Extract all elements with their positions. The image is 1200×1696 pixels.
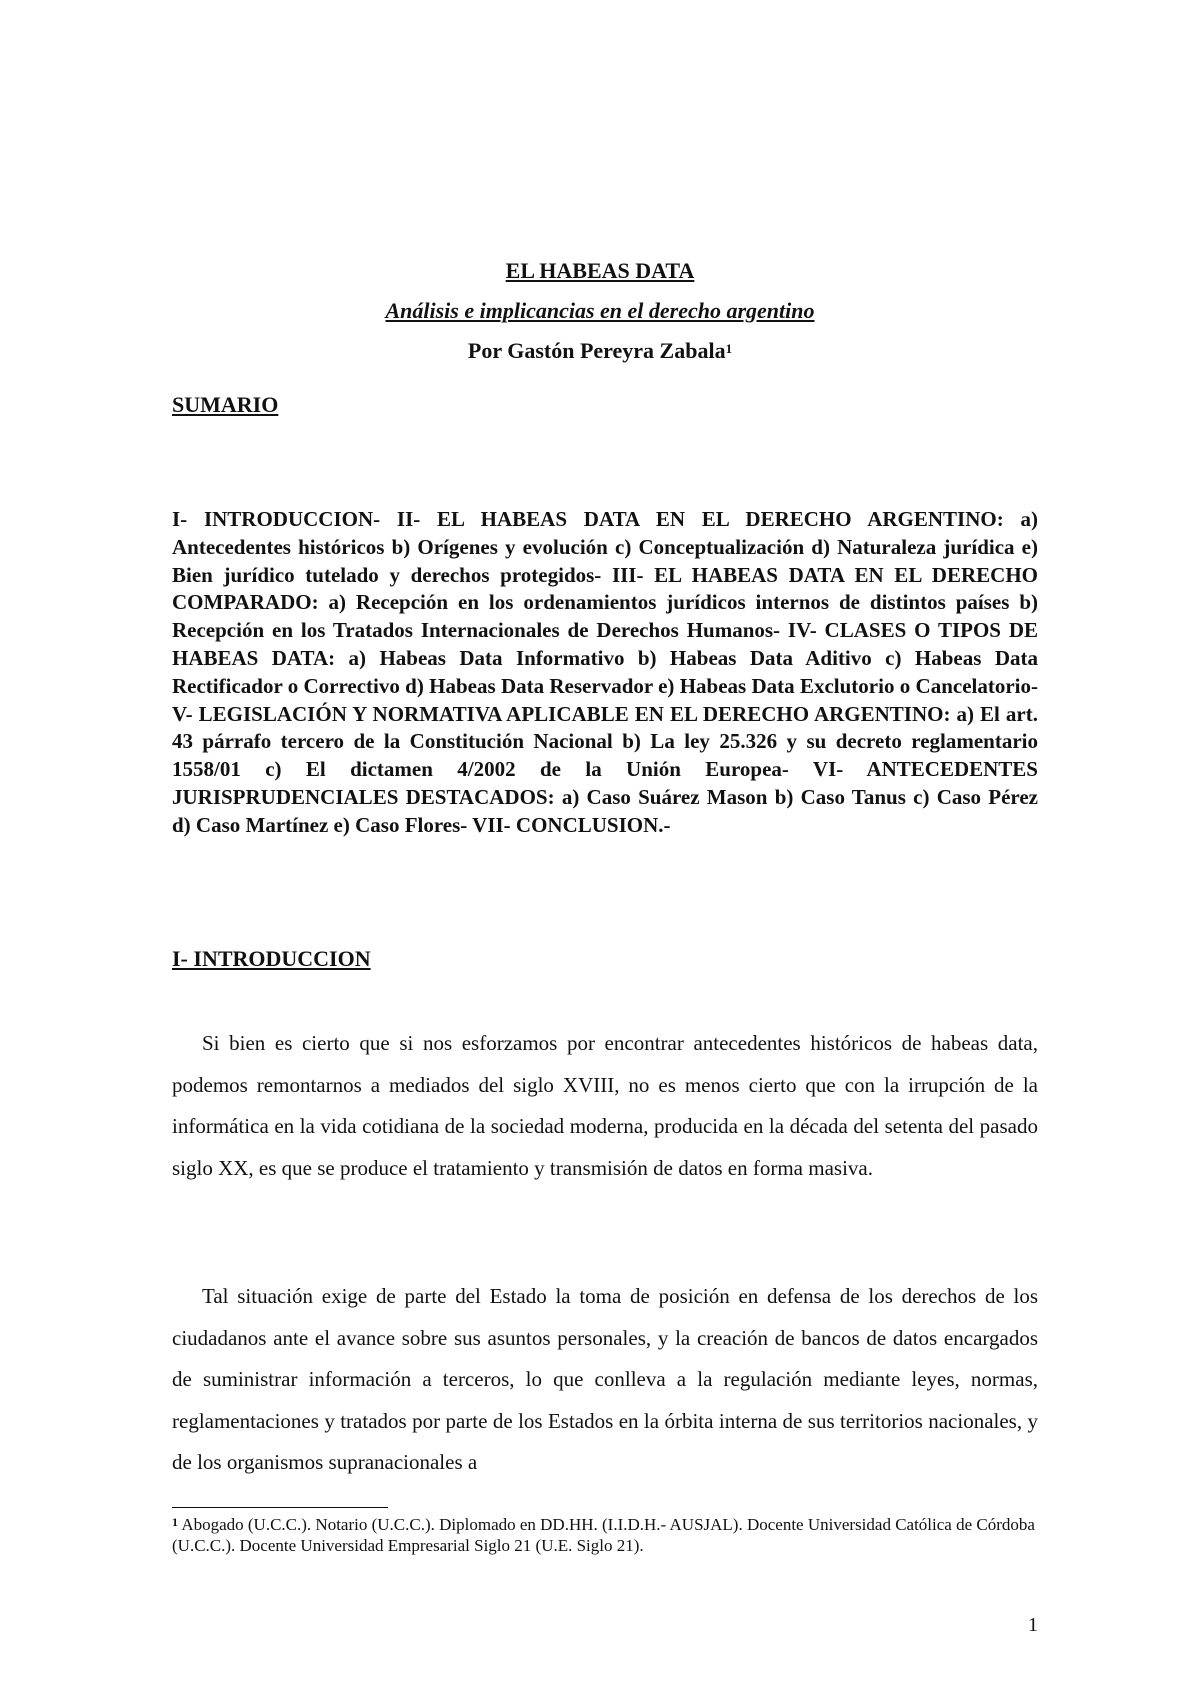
sumario-text: I- INTRODUCCION- II- EL HABEAS DATA EN EL DERECHO ARGENTINO: a) Antecedentes históricos b) Orígenes y evolución c) Conceptualización d) Naturaleza jurídica e) Bien jurídico tutelado y derechos protegidos- III- EL HABEAS DATA EN EL DERECHO COMPARADO: a) Recepción en los ordenamientos jurídicos internos de distintos países b) Recepción en los Tratados Internacionales de Derechos Humanos- IV- CLASES O TIPOS DE HABEAS DATA: a) Habeas Data Informativo b) Habeas Data Aditivo c) Habeas Data Rectificador o Correctivo d) Habeas Data Reservador e) Habeas Data Exclutorio o Cancelatorio- V- LEGISLACIÓN Y NORMATIVA APLICABLE EN EL DERECHO ARGENTINO: a) El art. 43 párrafo tercero de la Constitución Nacional b) La ley 25.326 y su decreto reglamentario 1558/01 c) El dictamen 4/2002 de la Unión Europea- VI- ANTECEDENTES JURISPRUDENCIALES DESTACADOS: a) Caso Suárez Mason b) Caso Tanus c) Caso Pérez d) Caso Martínez e) Caso Flores- VII- CONCLUSION.-	[172, 507, 1038, 837]
page-number: 1	[1028, 1614, 1038, 1636]
document-author: Por Gastón Pereyra Zabala$^1$	[467, 338, 733, 363]
document-title: EL HABEAS DATA	[505, 258, 695, 283]
footnote-text: Abogado (U.C.C.). Notario (U.C.C.). Diplomado en DD.HH. (I.I.D.H.- AUSJAL). Docente Universidad Católica de Córdoba (U.C.C.). Docente Universidad Empresarial Siglo 21 (U.E. Siglo 21).	[172, 1515, 1035, 1555]
title-block	[0, 256, 1200, 376]
sumario-heading: SUMARIO	[172, 392, 279, 417]
footnote-reference[interactable]: 1	[725, 341, 733, 356]
document-subtitle: Análisis e implicancias en el derecho argentino	[385, 298, 815, 323]
body-paragraph-2: Tal situación exige de parte del Estado la toma de posición en defensa de los derechos de los ciudadanos ante el avance sobre sus asuntos personales, y la creación de bancos de datos encargados de suministrar información a terceros, lo que conlleva a la regulación mediante leyes, normas, reglamentaciones y tratados por parte de los Estados en la órbita interna de sus territorios nacionales, y de los organismos supranacionales a	[172, 1284, 1038, 1474]
footnote-separator	[172, 1507, 388, 1508]
footnote	[172, 1514, 1038, 1556]
body-paragraph-1: Si bien es cierto que si nos esforzamos por encontrar antecedentes históricos de habeas data, podemos remontarnos a mediados del siglo XVIII, no es menos cierto que con la irrupción de la informática en la vida cotidiana de la sociedad moderna, producida en la década del setenta del pasado siglo XX, es que se produce el tratamiento y transmisión de datos en forma masiva.	[172, 1031, 1038, 1180]
footnote-mark: 1	[172, 1515, 178, 1529]
section-heading-introduccion: I- INTRODUCCION	[172, 946, 371, 971]
